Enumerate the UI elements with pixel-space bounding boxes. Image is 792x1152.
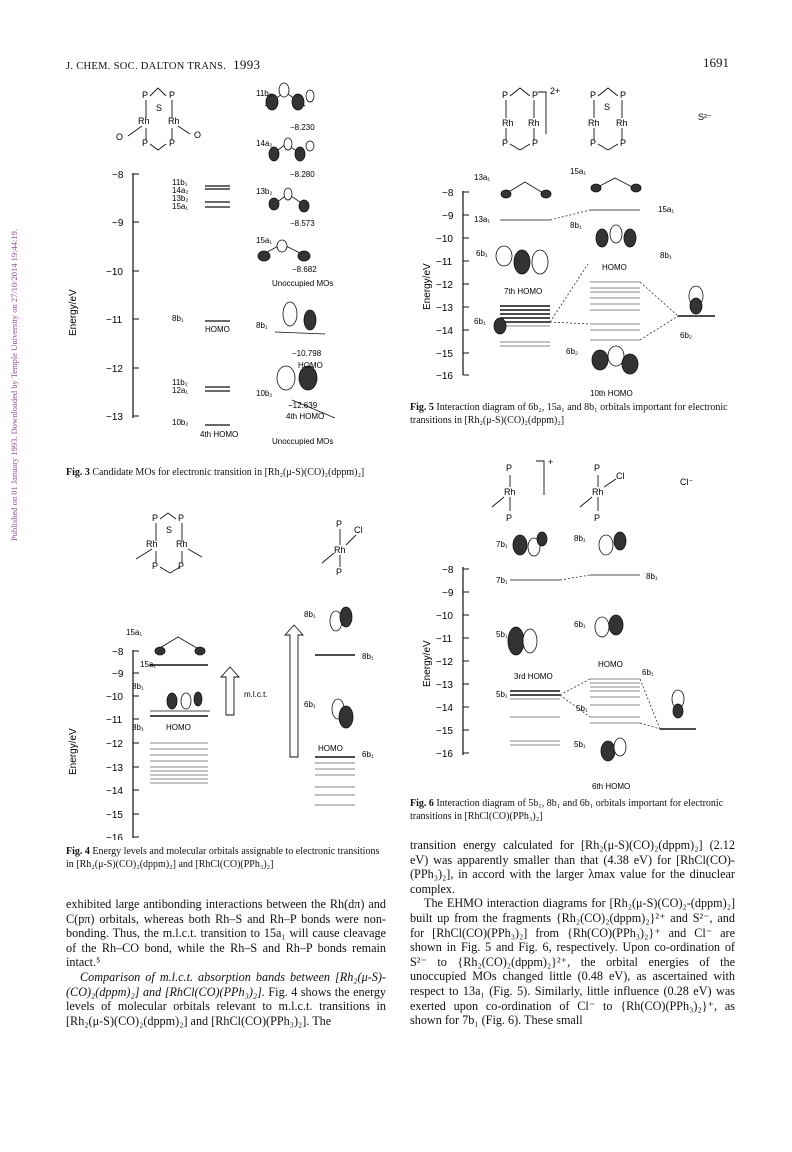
- svg-text:P: P: [620, 138, 627, 148]
- fig3-mo-label: 15a₁: [256, 236, 273, 245]
- right-column-text: [410, 838, 735, 1028]
- svg-text:P: P: [336, 567, 343, 577]
- fig3-level-label: HOMO: [205, 325, 230, 334]
- figure-4: [60, 505, 390, 840]
- fig3-level-label: 11b₂: [172, 378, 188, 387]
- fig4-label: HOMO: [318, 744, 343, 753]
- fig3-mo-label: 11b₁: [256, 89, 272, 98]
- fig5-structures: [506, 88, 622, 150]
- fig5-label: 13a₁: [474, 215, 491, 224]
- fig3-tick: −13: [106, 412, 123, 423]
- svg-text:P: P: [142, 138, 149, 148]
- svg-text:P: P: [590, 138, 597, 148]
- download-watermark: [4, 80, 18, 700]
- svg-text:Cl: Cl: [354, 525, 363, 535]
- fig6-tick: −9: [442, 588, 454, 599]
- fig6-tick: −16: [436, 749, 453, 760]
- fig4-label: 15a₁: [126, 628, 143, 637]
- fig5-charge: 2+: [550, 86, 561, 96]
- fig6-label: 7b₁: [496, 576, 508, 585]
- fig6-tick: −10: [436, 611, 453, 622]
- fig6-tick: −13: [436, 680, 453, 691]
- fig6-tick: −12: [436, 657, 453, 668]
- svg-text:P: P: [178, 561, 185, 571]
- fig6-label: 5b₁: [496, 630, 508, 639]
- fig5-tick: −16: [436, 371, 453, 382]
- fig5-label: 10th HOMO: [590, 389, 633, 398]
- fig5-tick: −10: [436, 234, 453, 245]
- svg-text:P: P: [620, 90, 627, 100]
- paragraph: transition energy calculated for [Rh₂(μ-S)(CO)₂(dppm)₂] (2.12 eV) was apparently smaller than that (4.38 eV) for [RhCl(CO)-(PPh₃)₂], in accord with the larger λmax value for the dinuclear complex.: [410, 838, 735, 896]
- fig3-mo-energy: −12.639: [288, 401, 318, 410]
- fig4-caption-label: Fig. 4: [66, 846, 90, 857]
- fig5-label: 8b₁: [660, 251, 672, 260]
- svg-text:P: P: [532, 138, 539, 148]
- svg-text:S: S: [166, 525, 173, 535]
- fig3-tick: −11: [106, 315, 123, 326]
- svg-text:Cl: Cl: [616, 471, 625, 481]
- fig3-mo-drawings: [258, 83, 335, 418]
- fig3-level-label: 15a₁: [172, 202, 189, 211]
- fig5-sulfide-ion: S²⁻: [698, 112, 712, 122]
- fig6-label: 8b₁: [574, 534, 586, 543]
- svg-text:P: P: [506, 513, 513, 523]
- fig6-tick: −11: [436, 634, 453, 645]
- svg-text:Rh: Rh: [502, 118, 514, 128]
- fig3-mo-note: HOMO: [298, 361, 323, 370]
- fig6-tick: −8: [442, 565, 454, 576]
- fig6-label: 7b₁: [496, 540, 508, 549]
- fig5-label: 6b₂: [680, 331, 693, 340]
- journal-year: 1993: [233, 57, 261, 72]
- fig5-label: 6b₁: [474, 317, 486, 326]
- svg-text:P: P: [178, 513, 185, 523]
- fig5-label: 8b₁: [570, 221, 582, 230]
- fig3-level-label: 12a₁: [172, 386, 189, 395]
- fig3-mo-label: 14a₂: [256, 139, 273, 148]
- fig4-tick: −12: [106, 739, 123, 750]
- fig6-mo-drawings: [508, 532, 684, 761]
- fig5-tick: −8: [442, 188, 454, 199]
- fig5-ylabel: Energy/eV: [422, 263, 433, 310]
- svg-text:S: S: [604, 102, 611, 112]
- fig6-chloride-ion: Cl⁻: [680, 477, 694, 487]
- svg-text:Rh: Rh: [592, 487, 604, 497]
- figure-3: [60, 78, 390, 458]
- svg-text:P: P: [169, 90, 176, 100]
- fig4-tick: −14: [106, 786, 123, 797]
- svg-text:O: O: [194, 130, 202, 140]
- fig6-label: 5b₁: [576, 704, 588, 713]
- svg-text:P: P: [590, 90, 597, 100]
- svg-text:Rh: Rh: [588, 118, 600, 128]
- fig4-label: 8b₁: [304, 610, 316, 619]
- svg-text:Rh: Rh: [146, 539, 158, 549]
- fig4-caption: [66, 846, 384, 871]
- fig3-mo-energy: −8.230: [290, 123, 315, 132]
- fig5-tick: −14: [436, 326, 453, 337]
- fig5-label: 15a₁: [570, 167, 587, 176]
- fig3-tick: −9: [112, 218, 124, 229]
- svg-text:Rh: Rh: [528, 118, 540, 128]
- fig3-occupied-label: Unoccupied MOs: [272, 437, 334, 446]
- fig5-label: 7th HOMO: [504, 287, 543, 296]
- fig4-tick: −11: [106, 715, 123, 726]
- journal-name: J. CHEM. SOC. DALTON TRANS.: [66, 61, 227, 72]
- svg-text:P: P: [152, 561, 159, 571]
- paragraph: [66, 970, 386, 1028]
- fig4-tick: −13: [106, 763, 123, 774]
- fig4-label: m.l.c.t.: [244, 690, 268, 699]
- fig3-level-label: 14a₂: [172, 186, 189, 195]
- fig5-label: 6b₂: [566, 347, 579, 356]
- section-heading: Comparison of m.l.c.t. absorption bands between [Rh₂(μ-S)-(CO)₂(dppm)₂] and [RhCl(CO)(PPh₃)₂].: [66, 969, 386, 999]
- fig4-tick: −15: [106, 810, 123, 821]
- paragraph: exhibited large antibonding interactions between the Rh(dπ) and C(pπ) orbitals, whereas both Rh–S and Rh–P bonds were non-bonding. Thus, the m.l.c.t. transition to 15a₁ will cause cleavage of the Rh–CO bond, while the Rh–S and Rh–P bonds remain intact.⁵: [66, 897, 386, 970]
- fig3-caption: [66, 467, 384, 480]
- fig4-mo-drawings: [150, 607, 353, 728]
- fig3-mo-energy: −8.573: [290, 219, 315, 228]
- fig5-tick: −13: [436, 303, 453, 314]
- svg-text:Rh: Rh: [616, 118, 628, 128]
- fig5-tick: −15: [436, 349, 453, 360]
- fig6-correlation-lines: [560, 575, 660, 729]
- page-number: 1691: [703, 55, 729, 70]
- svg-text:S: S: [156, 103, 163, 113]
- left-column-text: [66, 897, 386, 1028]
- fig5-tick: −9: [442, 211, 454, 222]
- fig4-tick: −9: [112, 669, 124, 680]
- fig3-mo-energy: −10.798: [292, 349, 322, 358]
- svg-text:P: P: [502, 90, 509, 100]
- fig5-label: 6b₁: [476, 249, 488, 258]
- svg-text:P: P: [502, 138, 509, 148]
- fig4-tick: −16: [106, 833, 123, 840]
- svg-text:P: P: [169, 138, 176, 148]
- paragraph: The EHMO interaction diagrams for [Rh₂(μ-S)(CO)₂-(dppm)₂] built up from the fragments {Rh₂(CO)₂(dppm)₂}²⁺ and S²⁻, and for [RhCl(CO)(PPh₃)₂] from {Rh(CO)(PPh₃)₂}⁺ and Cl⁻ are shown in Fig. 5 and Fig. 6, respectively. Upon co-ordination of S²⁻ to {Rh₂(CO)₂(dppm)₂}²⁺, the orbital energies of the unoccupied MOs changed little (0.48 eV), as ascertained with respect to 13a₁ (Fig. 5). Similarly, little influence (0.28 eV) was exerted upon co-ordination of Cl⁻ to {Rh(CO)(PPh₃)₂}⁺, as shown for 7b₁ (Fig. 6). These small: [410, 896, 735, 1028]
- figure-6: [410, 455, 740, 795]
- fig6-label: HOMO: [598, 660, 623, 669]
- fig3-level-label: 4th HOMO: [200, 430, 239, 439]
- fig3-mo-label: 10b₂: [256, 389, 273, 398]
- fig4-label: 8b₁: [132, 682, 144, 691]
- fig6-label: 5b₁: [496, 690, 508, 699]
- fig4-structures: [136, 513, 356, 573]
- svg-text:P: P: [506, 463, 513, 473]
- figure-5: [410, 78, 740, 400]
- fig3-mo-energy: −8.280: [290, 170, 315, 179]
- fig6-tick: −14: [436, 703, 453, 714]
- fig3-ylabel: Energy/eV: [68, 289, 79, 336]
- fig3-tick: −12: [106, 364, 123, 375]
- fig4-label: 6b₁: [304, 700, 316, 709]
- fig3-level-label: 13b₂: [172, 194, 189, 203]
- fig6-label: 6b₁: [642, 668, 654, 677]
- fig6-label: 6th HOMO: [592, 782, 631, 791]
- fig4-label: 8b₁: [362, 652, 374, 661]
- fig6-caption: [410, 798, 735, 823]
- fig5-label: 15a₁: [658, 205, 675, 214]
- watermark-text: Published on 01 January 1993. Downloaded by Temple University on 27/10/2014 19:44:19.: [9, 228, 19, 542]
- fig6-tick: −15: [436, 726, 453, 737]
- fig3-level-label: 11b₁: [172, 178, 188, 187]
- fig6-label: 6b₁: [574, 620, 586, 629]
- fig3-mo-label: 13b₂: [256, 187, 273, 196]
- svg-text:Rh: Rh: [176, 539, 188, 549]
- svg-text:Rh: Rh: [334, 545, 346, 555]
- fig3-level-label: 8b₁: [172, 314, 184, 323]
- svg-text:P: P: [142, 90, 149, 100]
- fig4-ylabel: Energy/eV: [68, 728, 79, 775]
- fig4-caption-text: Energy levels and molecular orbitals assignable to electronic transitions in [Rh₂(μ-S)(CO)₂(dppm)₂] and [RhCl(CO)(PPh₃)₂]: [66, 846, 380, 870]
- paragraph-body: Fig. 4 shows the energy levels of molecular orbitals relevant to m.l.c.t. transitions in [Rh₂(μ-S)(CO)₂(dppm)₂] and [RhCl(CO)(PPh₃)₂]. The: [66, 984, 387, 1028]
- fig5-caption-label: Fig. 5: [410, 402, 434, 413]
- fig5-tick: −12: [436, 280, 453, 291]
- fig3-level-label: 10b₂: [172, 418, 189, 427]
- fig4-label: 15a₁: [140, 660, 157, 669]
- running-header: [66, 57, 260, 73]
- fig4-tick: −10: [106, 692, 123, 703]
- fig3-mo-energy: −8.682: [292, 265, 317, 274]
- fig6-caption-text: Interaction diagram of 5b₁, 8b₁ and 6b₁ orbitals important for electronic transitions in [RhCl(CO)(PPh₃)₂]: [410, 798, 724, 822]
- svg-text:Rh: Rh: [138, 116, 150, 126]
- fig3-caption-text: Candidate MOs for electronic transition in [Rh₂(μ-S)(CO)₂(dppm)₂]: [92, 467, 365, 478]
- fig5-label: 13a₁: [474, 173, 491, 182]
- fig3-tick: −8: [112, 170, 124, 181]
- fig5-tick: −11: [436, 257, 453, 268]
- fig3-mo-note: 4th HOMO: [286, 412, 325, 421]
- fig3-unoccupied-label: Unoccupied MOs: [272, 279, 334, 288]
- svg-text:P: P: [336, 519, 343, 529]
- svg-text:P: P: [594, 513, 601, 523]
- fig5-caption: [410, 402, 735, 427]
- fig6-label: 8b₁: [646, 572, 658, 581]
- fig6-caption-label: Fig. 6: [410, 798, 434, 809]
- svg-text:P: P: [594, 463, 601, 473]
- fig5-label: HOMO: [602, 263, 627, 272]
- svg-text:P: P: [532, 90, 539, 100]
- fig4-label: 6b₁: [362, 750, 374, 759]
- fig3-tick: −10: [106, 267, 123, 278]
- svg-text:O: O: [116, 132, 124, 142]
- svg-text:Rh: Rh: [504, 487, 516, 497]
- fig6-charge: +: [548, 457, 554, 467]
- fig4-label: 8b₁: [132, 723, 144, 732]
- fig4-tick: −8: [112, 647, 124, 658]
- fig6-label: 3rd HOMO: [514, 672, 553, 681]
- svg-text:Rh: Rh: [168, 116, 180, 126]
- fig6-ylabel: Energy/eV: [422, 640, 433, 687]
- fig3-mo-label: 8b₁: [256, 321, 268, 330]
- fig3-caption-label: Fig. 3: [66, 467, 90, 478]
- fig4-label: HOMO: [166, 723, 191, 732]
- fig5-caption-text: Interaction diagram of 6b₂, 15a₁ and 8b₁ orbitals important for electronic transitions in [Rh₂(μ-S)(CO)₂(dppm)₂]: [410, 402, 728, 426]
- fig6-label: 5b₁: [574, 740, 586, 749]
- svg-text:P: P: [152, 513, 159, 523]
